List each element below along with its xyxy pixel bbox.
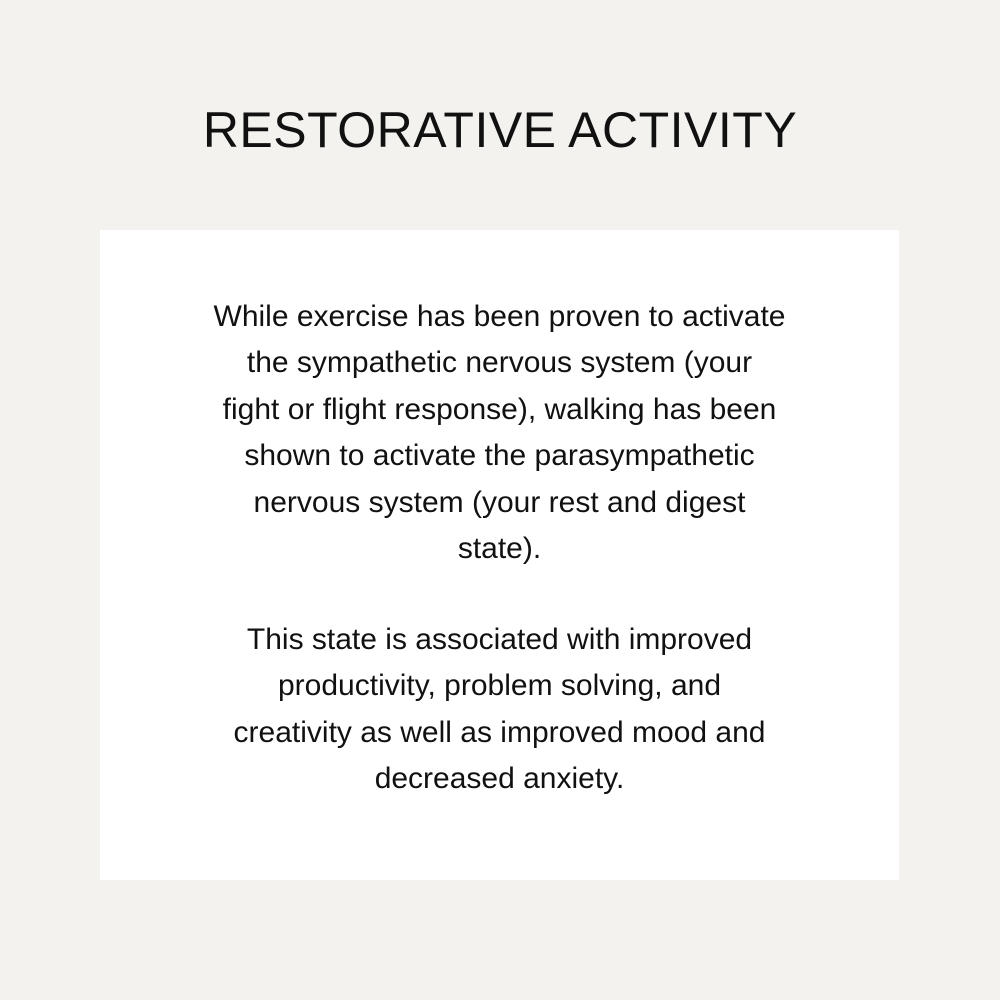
paragraph-line: fight or flight response), walking has been (222, 392, 777, 426)
paragraph-line: This state is associated with improved (246, 623, 753, 656)
paragraph-exercise-vs-walking (100, 294, 899, 572)
paragraph-line: While exercise has been proven to activate (213, 300, 786, 333)
paragraph-benefits (100, 617, 899, 803)
paragraph-line: shown to activate the parasympathetic (244, 439, 755, 473)
paragraph-line: decreased anxiety. (374, 762, 625, 796)
page-title: RESTORATIVE ACTIVITY (202, 102, 798, 158)
paragraph-line: the sympathetic nervous system (your (246, 346, 753, 380)
paragraph-line: state). (457, 532, 542, 566)
paragraph-line: nervous system (your rest and digest (253, 485, 746, 519)
paragraph-line: creativity as well as improved mood and (233, 715, 766, 749)
paragraph-line: productivity, problem solving, and (278, 669, 721, 703)
content-card (100, 230, 899, 880)
